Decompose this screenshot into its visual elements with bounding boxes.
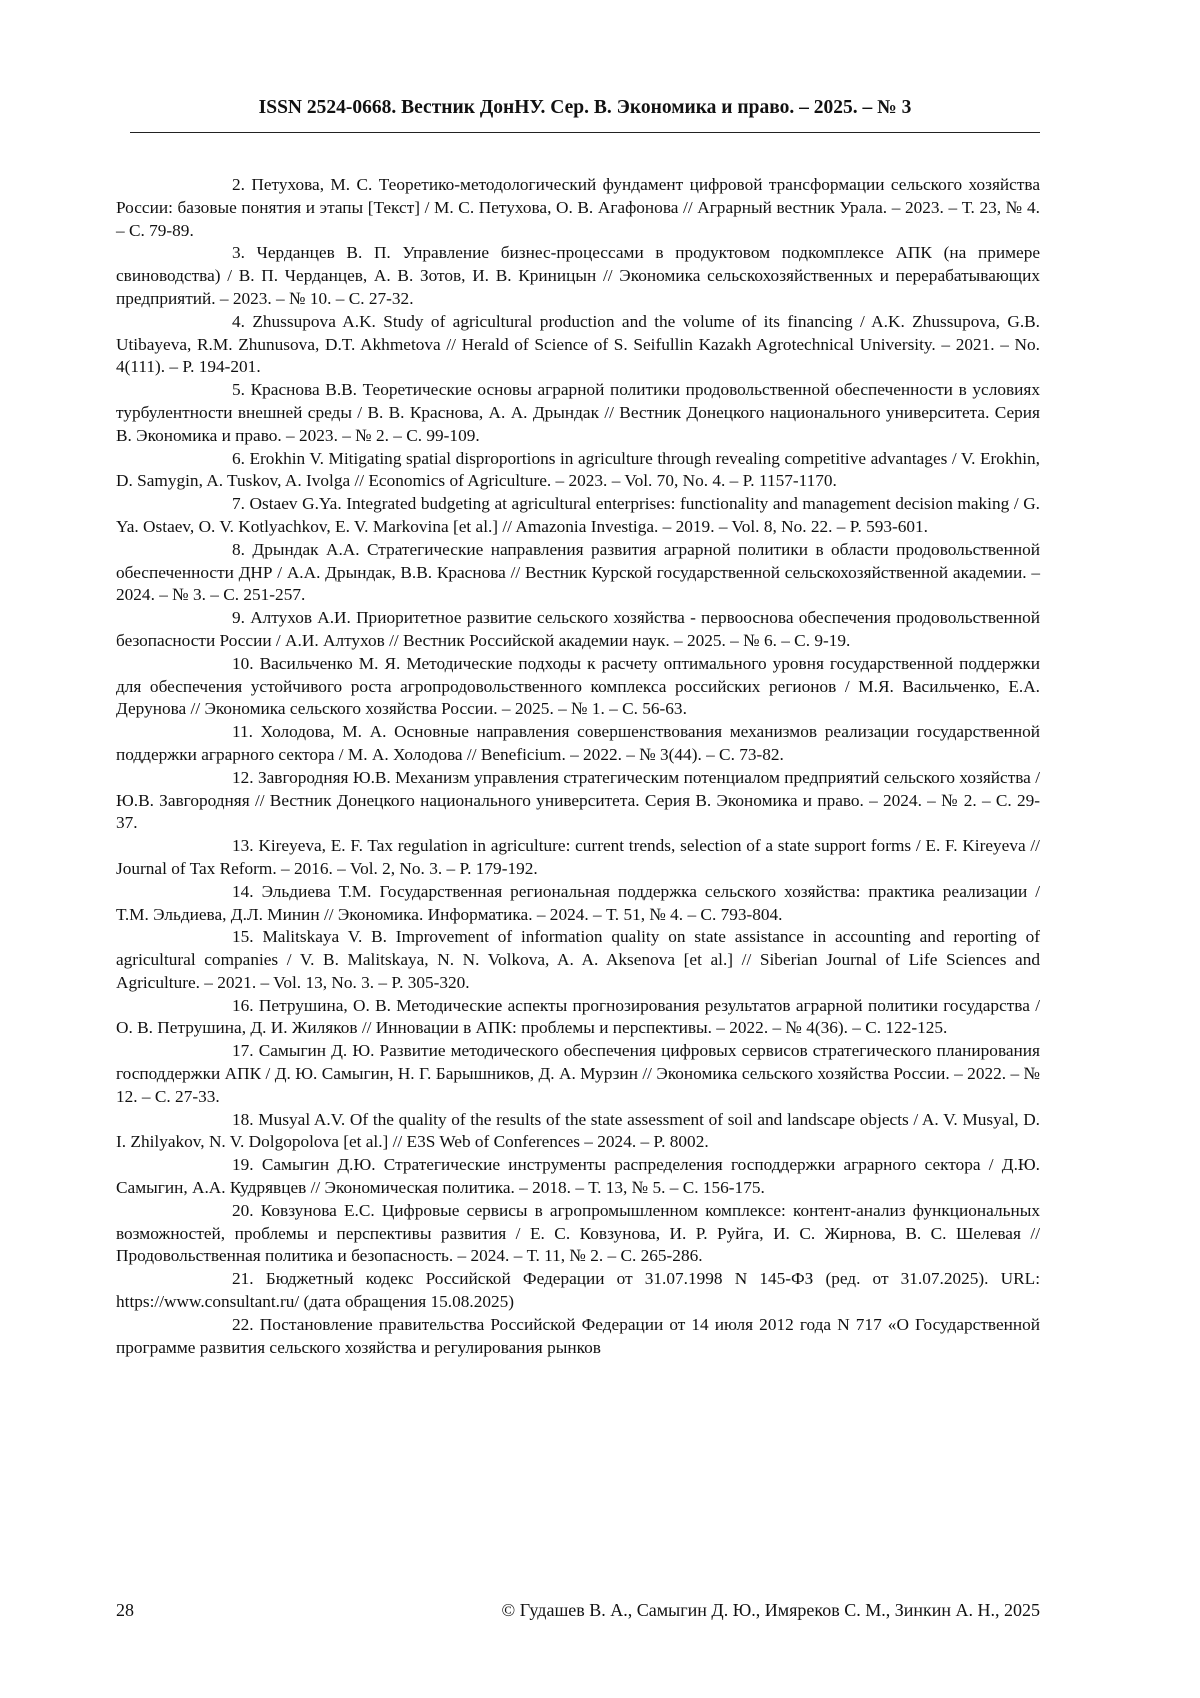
reference-text: Алтухов А.И. Приоритетное развитие сельского хозяйства - первооснова обеспечения продовольственной безопасности России / А.И. Алтухов // Вестник Российской академии наук. – 2025. – № 6. – С. 9-19. <box>116 608 1040 650</box>
reference-item <box>116 242 1040 310</box>
reference-text: Zhussupova A.K. Study of agricultural production and the volume of its financing / A.K. Zhussupova, G.B. Utibayeva, R.M. Zhunusova, D.T. Akhmetova // Herald of Science of S. Seifullin Kazakh Agrotechnical University. – 2021. – No. 4(111). – P. 194-201. <box>116 311 1040 377</box>
reference-item <box>116 311 1040 379</box>
reference-item <box>116 721 1040 767</box>
reference-number: 20. <box>232 1200 254 1220</box>
reference-item <box>116 1268 1040 1314</box>
header-divider <box>130 132 1040 133</box>
reference-item <box>116 995 1040 1041</box>
reference-number: 9. <box>232 608 245 628</box>
reference-item <box>116 1314 1040 1360</box>
reference-number: 13. <box>232 836 254 856</box>
reference-text: Kireyeva, E. F. Tax regulation in agriculture: current trends, selection of a state support forms / E. F. Kireyeva // Journal of Tax Reform. – 2016. – Vol. 2, No. 3. – P. 179-192. <box>116 836 1040 878</box>
copyright-notice: © Гудашев В. А., Самыгин Д. Ю., Имяреков С. М., Зинкин А. Н., 2025 <box>501 1600 1040 1620</box>
reference-text: Дрындак А.А. Стратегические направления развития аграрной политики в области продовольственной обеспеченности ДНР / А.А. Дрындак, В.В. Краснова // Вестник Курской государственной сельскохозяйственной академии. – 2024. – № 3. – С. 251-257. <box>116 539 1040 605</box>
reference-number: 16. <box>232 995 254 1015</box>
reference-item <box>116 448 1040 494</box>
page-number: 28 <box>116 1600 134 1620</box>
reference-item <box>116 926 1040 994</box>
reference-text: Ostaev G.Ya. Integrated budgeting at agricultural enterprises: functionality and management decision making / G. Ya. Ostaev, O. V. Kotlyachkov, E. V. Markovina [et al.] // Amazonia Investiga. – 2019. – Vol. 8, No. 22. – P. 593-601. <box>116 494 1040 536</box>
reference-number: 3. <box>232 243 245 263</box>
reference-text: Эльдиева Т.М. Государственная региональная поддержка сельского хозяйства: практика реализации / Т.М. Эльдиева, Д.Л. Минин // Экономика. Информатика. – 2024. – Т. 51, № 4. – С. 793-804. <box>116 881 1040 924</box>
reference-item <box>116 653 1040 721</box>
reference-number: 7. <box>232 494 245 514</box>
reference-item <box>116 1040 1040 1108</box>
reference-text: Краснова В.В. Теоретические основы аграрной политики продовольственной обеспеченности в условиях турбулентности внешней среды / В. В. Краснова, А. А. Дрындак // Вестник Донецкого национального университета. Серия В. Экономика и право. – 2023. – № 2. – С. 99-109. <box>116 380 1040 445</box>
reference-number: 19. <box>232 1155 254 1175</box>
reference-number: 18. <box>232 1109 254 1129</box>
reference-number: 6. <box>232 448 245 468</box>
reference-number: 11. <box>232 722 253 742</box>
reference-text: Самыгин Д.Ю. Стратегические инструменты распределения господдержки аграрного сектора / Д.Ю. Самыгин, А.А. Кудрявцев // Экономическая политика. – 2018. – Т. 13, № 5. – С. 156-175. <box>116 1155 1040 1198</box>
reference-item <box>116 493 1040 539</box>
reference-text: Ковзунова Е.С. Цифровые сервисы в агропромышленном комплексе: контент-анализ функциональных возможностей, проблемы и перспективы развития / Е. С. Ковзунова, И. Р. Руйга, И. С. Жирнова, В. С. Шелевая // Продовольственная политика и безопасность. – 2024. – Т. 11, № 2. – С. 265-286. <box>116 1200 1040 1266</box>
reference-item <box>116 1109 1040 1155</box>
reference-text: Самыгин Д. Ю. Развитие методического обеспечения цифровых сервисов стратегического планирования господдержки АПК / Д. Ю. Самыгин, Н. Г. Барышников, Д. А. Мурзин // Экономика сельского хозяйства России. – 2022. – № 12. – С. 27-33. <box>116 1041 1040 1106</box>
reference-text: Петрушина, О. В. Методические аспекты прогнозирования результатов аграрной политики государства / О. В. Петрушина, Д. И. Жиляков // Инновации в АПК: проблемы и перспективы. – 2022. – № 4(36). – С. 122-125. <box>116 995 1040 1038</box>
reference-text: Musyal A.V. Of the quality of the results of the state assessment of soil and landscape objects / A. V. Musyal, D. I. Zhilyakov, N. V. Dolgopolova [et al.] // E3S Web of Conferences – 2024. – P. 8002. <box>116 1109 1040 1152</box>
reference-number: 21. <box>232 1269 254 1289</box>
reference-text: Петухова, М. С. Теоретико-методологический фундамент цифровой трансформации сельского хозяйства России: базовые понятия и этапы [Текст] / М. С. Петухова, О. В. Агафонова // Аграрный вестник Урала. – 2023. – Т. 23, № 4. – С. 79-89. <box>116 175 1040 240</box>
reference-number: 12. <box>232 767 254 787</box>
reference-item <box>116 607 1040 653</box>
reference-item <box>116 379 1040 447</box>
reference-number: 22. <box>232 1314 254 1334</box>
reference-number: 10. <box>232 653 254 673</box>
reference-item <box>116 881 1040 927</box>
reference-number: 15. <box>232 927 254 947</box>
reference-text: Бюджетный кодекс Российской Федерации от 31.07.1998 N 145-ФЗ (ред. от 31.07.2025). URL: https://www.consultant.ru/ (дата обращения 15.08.2025) <box>116 1269 1040 1312</box>
reference-item <box>116 767 1040 835</box>
reference-list <box>116 174 1040 1359</box>
reference-item <box>116 1200 1040 1268</box>
reference-text: Malitskaya V. B. Improvement of information quality on state assistance in accounting and reporting of agricultural companies / V. B. Malitskaya, N. N. Volkova, A. A. Aksenova [et al.] // Siberian Journal of Life Sciences and Agriculture. – 2021. – Vol. 13, No. 3. – P. 305-320. <box>116 927 1040 992</box>
reference-text: Завгородняя Ю.В. Механизм управления стратегическим потенциалом предприятий сельского хозяйства / Ю.В. Завгородняя // Вестник Донецкого национального университета. Серия В. Экономика и право. – 2024. – № 2. – С. 29-37. <box>116 767 1040 833</box>
reference-number: 8. <box>232 539 245 559</box>
reference-text: Холодова, М. А. Основные направления совершенствования механизмов реализации государственной поддержки аграрного сектора / М. А. Холодова // Beneficium. – 2022. – № 3(44). – С. 73-82. <box>116 722 1041 764</box>
reference-text: Постановление правительства Российской Федерации от 14 июля 2012 года N 717 «О Государственной программе развития сельского хозяйства и регулирования рынков <box>116 1314 1040 1357</box>
reference-number: 5. <box>232 380 245 400</box>
reference-item <box>116 539 1040 607</box>
reference-number: 4. <box>232 311 245 331</box>
reference-item <box>116 1154 1040 1200</box>
reference-number: 14. <box>232 881 254 901</box>
running-header: ISSN 2524-0668. Вестник ДонНУ. Сер. В. Экономика и право. – 2025. – № 3 <box>258 97 912 118</box>
reference-text: Васильченко М. Я. Методические подходы к расчету оптимального уровня государственной поддержки для обеспечения устойчивого роста агропродовольственного комплекса российских регионов / М.Я. Васильченко, Е.А. Дерунова // Экономика сельского хозяйства России. – 2025. – № 1. – С. 56-63. <box>116 653 1040 719</box>
reference-item <box>116 835 1040 881</box>
reference-number: 17. <box>232 1041 254 1061</box>
reference-item <box>116 174 1040 242</box>
reference-number: 2. <box>232 175 245 194</box>
reference-text: Erokhin V. Mitigating spatial disproportions in agriculture through revealing competitive advantages / V. Erokhin, D. Samygin, A. Tuskov, A. Ivolga // Economics of Agriculture. – 2023. – Vol. 70, No. 4. – P. 1157-1170. <box>116 448 1040 491</box>
reference-text: Черданцев В. П. Управление бизнес-процессами в продуктовом подкомплексе АПК (на примере свиноводства) / В. П. Черданцев, А. В. Зотов, И. В. Криницын // Экономика сельскохозяйственных и перерабатывающих предприятий. – 2023. – № 10. – С. 27-32. <box>116 243 1041 308</box>
